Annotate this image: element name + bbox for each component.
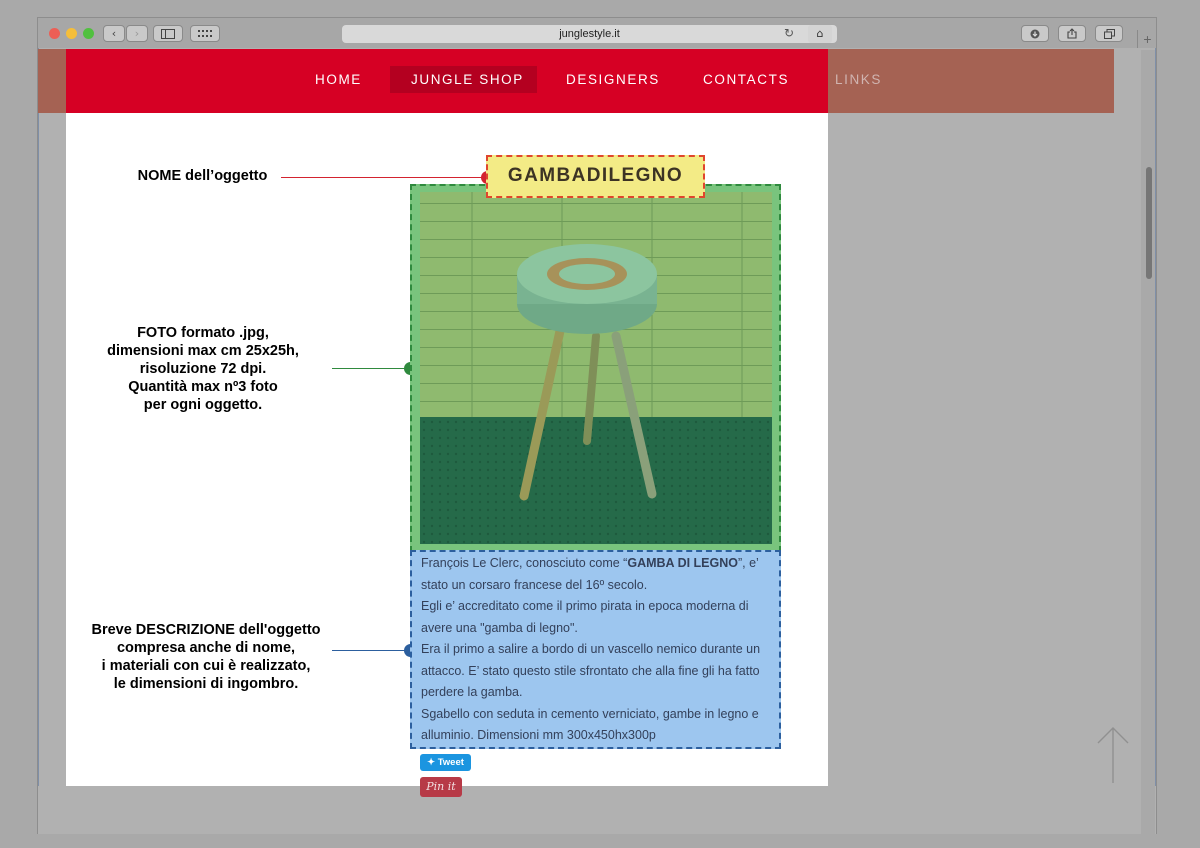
description-line-1 [421,556,759,570]
sidebar-icon [161,29,175,39]
back-button[interactable]: ‹ [103,25,125,42]
annotation-photo-label [92,324,314,414]
nav-item-jungle-shop[interactable]: JUNGLE SHOP [411,72,524,87]
annotation-photo-line [332,368,410,369]
home-icon[interactable]: ⌂ [808,25,832,43]
annotation-photo-line-4: Quantità max nº3 foto [128,379,278,395]
annotation-description-line-2: compresa anche di nome, [116,640,296,656]
share-button[interactable] [1058,25,1086,42]
description-line-8: Sgabello con seduta in cemento verniciato, gambe in legno e [421,707,759,721]
grid-icon [198,30,212,38]
annotation-description-line [332,650,410,651]
tabs-icon [1104,29,1115,39]
back-to-top-icon[interactable] [1096,726,1130,789]
nav-item-contacts[interactable]: CONTACTS [703,72,790,87]
annotation-photo-line-3: risoluzione 72 dpi. [139,361,267,377]
sidebar-toggle-button[interactable] [153,25,183,42]
close-window-button[interactable] [49,28,60,39]
nav-item-home[interactable]: HOME [315,72,362,87]
description-line-7: perdere la gamba. [421,685,523,699]
description-line-4: avere una "gamba di legno". [421,621,578,635]
annotation-name-label: NOME dell’oggetto [137,168,268,184]
share-icon [1067,28,1077,39]
zoom-window-button[interactable] [83,28,94,39]
description-line-6: attacco. E’ stato questo stile sfrontato che alla fine gli ha fatto [421,664,760,678]
stool-photo-image [412,186,778,549]
page-footer-area [38,786,1156,834]
description-line-2: stato un corsaro francese del 16º secolo. [421,578,648,592]
product-title: GAMBADILEGNO [507,165,684,186]
tabs-overview-button[interactable] [1095,25,1123,42]
description-line-9: alluminio. Dimensioni mm 300x450hx300p [421,728,656,742]
nav-item-designers[interactable]: DESIGNERS [566,72,660,87]
scrollbar-thumb[interactable] [1146,167,1152,279]
download-icon [1030,29,1040,39]
annotation-photo-line-2: dimensioni max cm 25x25h, [107,343,299,359]
minimize-window-button[interactable] [66,28,77,39]
annotation-description-line-1: Breve DESCRIZIONE dell'oggetto [91,622,321,638]
description-line-1-post: ”, e’ [738,556,759,570]
new-tab-button[interactable]: + [1137,30,1157,48]
top-sites-button[interactable] [190,25,220,42]
description-highlight: GAMBA DI LEGNO [627,556,738,570]
annotation-description-line-4: le dimensioni di ingombro. [113,676,299,692]
annotation-photo-line-1: FOTO formato .jpg, [137,325,269,341]
nav-item-links[interactable]: LINKS [835,72,883,87]
tweet-label: Tweet [437,757,464,768]
annotation-name-line [281,177,487,178]
address-bar[interactable]: junglestyle.it [342,25,837,43]
annotation-photo-line-5: per ogni oggetto. [143,397,263,413]
tweet-button[interactable] [420,754,471,771]
forward-button[interactable]: › [126,25,148,42]
pin-it-button[interactable]: Pin it [420,777,462,797]
description-line-1-pre: François Le Clerc, conosciuto come “ [421,556,628,570]
downloads-button[interactable] [1021,25,1049,42]
description-line-3: Egli e’ accreditato come il primo pirata in epoca moderna di [421,599,749,613]
description-line-5: Era il primo a salire a bordo di un vascello nemico durante un [421,642,761,656]
reload-icon[interactable]: ↻ [784,26,795,40]
annotation-description-label [72,621,340,693]
product-photo [410,184,781,552]
twitter-bird-icon: ✦ [427,757,438,768]
annotation-description-line-3: i materiali con cui è realizzato, [101,658,311,674]
